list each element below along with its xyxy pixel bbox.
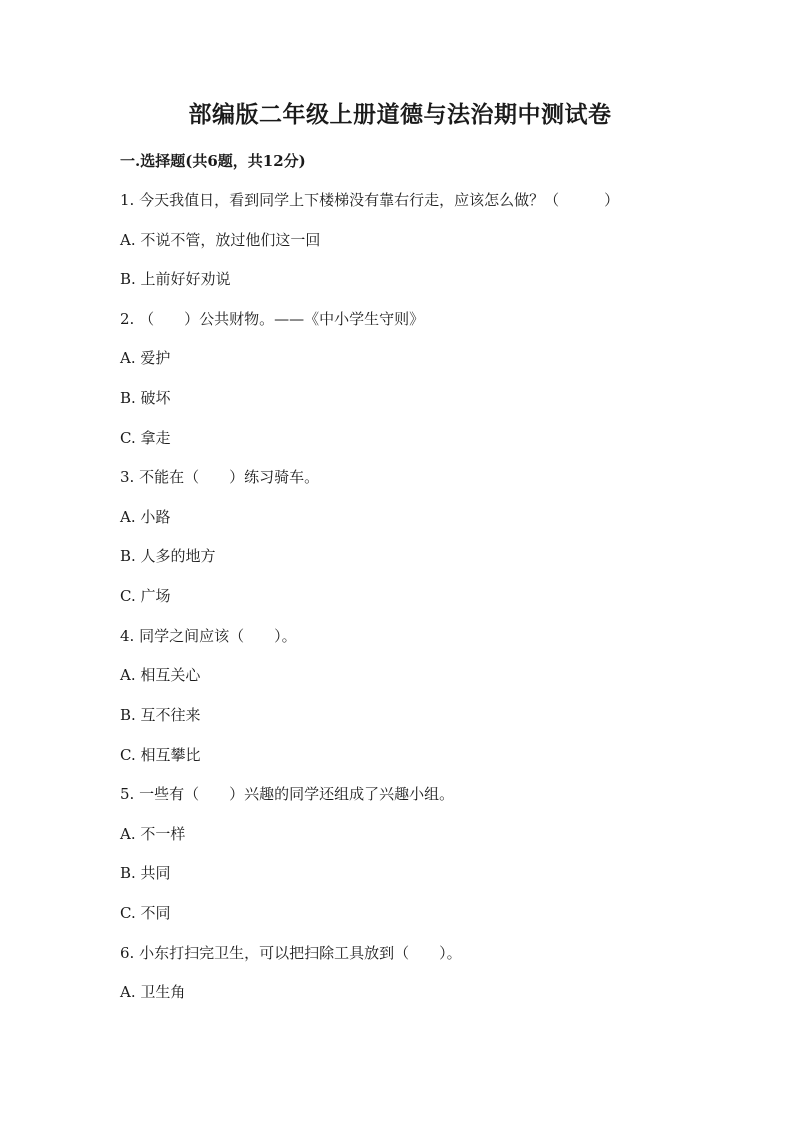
question-1-option-a: A. 不说不管，放过他们这一回 xyxy=(120,231,321,249)
question-6: 6. 小东打扫完卫生，可以把扫除工具放到（ ）。 xyxy=(120,944,462,962)
question-4-option-a: A. 相互关心 xyxy=(120,666,201,684)
question-3-option-a: A. 小路 xyxy=(120,508,171,526)
page-title: 部编版二年级上册道德与法治期中测试卷 xyxy=(188,101,612,128)
question-3-option-c: C. 广场 xyxy=(120,587,171,605)
section-heading: 一.选择题(共6题，共12分) xyxy=(120,152,306,170)
question-4-option-c: C. 相互攀比 xyxy=(120,746,201,764)
question-4-option-b: B. 互不往来 xyxy=(120,706,201,724)
question-3: 3. 不能在（ ）练习骑车。 xyxy=(120,468,320,486)
question-2-option-b: B. 破坏 xyxy=(120,389,171,407)
question-5-option-a: A. 不一样 xyxy=(120,825,186,843)
question-3-option-b: B. 人多的地方 xyxy=(120,547,216,565)
question-5-option-b: B. 共同 xyxy=(120,864,171,882)
question-2-option-c: C. 拿走 xyxy=(120,429,171,447)
question-1-option-b: B. 上前好好劝说 xyxy=(120,270,231,288)
question-5-option-c: C. 不同 xyxy=(120,904,171,922)
question-2-option-a: A. 爱护 xyxy=(120,349,171,367)
question-4: 4. 同学之间应该（ ）。 xyxy=(120,627,297,645)
question-1: 1. 今天我值日，看到同学上下楼梯没有靠右行走，应该怎么做？（ ） xyxy=(120,191,620,209)
question-5: 5. 一些有（ ）兴趣的同学还组成了兴趣小组。 xyxy=(120,785,455,803)
question-6-option-a: A. 卫生角 xyxy=(120,983,186,1001)
question-2: 2. （ ）公共财物。——《中小学生守则》 xyxy=(120,310,425,328)
